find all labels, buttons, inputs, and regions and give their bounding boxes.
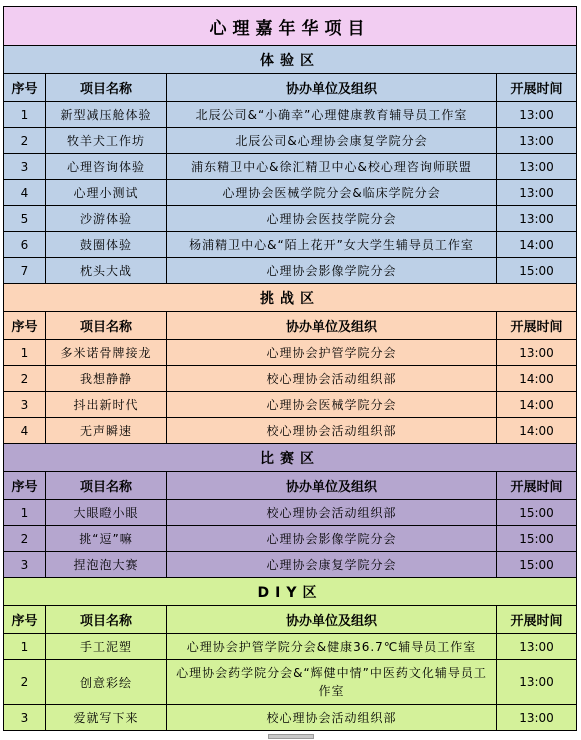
events-table-body [4, 7, 577, 731]
cell-time: 15:00 [497, 526, 577, 552]
cell-name: 抖出新时代 [46, 392, 167, 418]
section-title: 挑战区 [4, 284, 577, 312]
cell-no: 4 [4, 180, 46, 206]
cell-time: 13:00 [497, 128, 577, 154]
header-name: 项目名称 [46, 74, 167, 102]
header-name: 项目名称 [46, 606, 167, 634]
table-row [4, 705, 577, 731]
cell-time: 15:00 [497, 258, 577, 284]
cell-no: 2 [4, 128, 46, 154]
column-header-row [4, 472, 577, 500]
cell-name: 新型减压舱体验 [46, 102, 167, 128]
cell-no: 5 [4, 206, 46, 232]
cell-org: 校心理协会活动组织部 [167, 705, 497, 731]
cell-org: 心理协会康复学院分会 [167, 552, 497, 578]
cell-org: 心理协会影像学院分会 [167, 526, 497, 552]
cell-org: 北辰公司&“小确幸”心理健康教育辅导员工作室 [167, 102, 497, 128]
section-title: 比赛区 [4, 444, 577, 472]
cell-time: 13:00 [497, 206, 577, 232]
cell-name: 心理咨询体验 [46, 154, 167, 180]
column-header-row [4, 606, 577, 634]
cell-name: 无声瞬速 [46, 418, 167, 444]
cell-no: 6 [4, 232, 46, 258]
header-time: 开展时间 [497, 312, 577, 340]
cell-name: 挑“逗”嘛 [46, 526, 167, 552]
cell-name: 我想静静 [46, 366, 167, 392]
table-row [4, 128, 577, 154]
cell-time: 15:00 [497, 500, 577, 526]
header-no: 序号 [4, 312, 46, 340]
header-time: 开展时间 [497, 74, 577, 102]
table-row [4, 340, 577, 366]
cell-org: 北辰公司&心理协会康复学院分会 [167, 128, 497, 154]
cell-time: 14:00 [497, 392, 577, 418]
table-row [4, 660, 577, 705]
cell-no: 3 [4, 705, 46, 731]
table-row [4, 366, 577, 392]
cell-name: 多米诺骨牌接龙 [46, 340, 167, 366]
cell-name: 枕头大战 [46, 258, 167, 284]
header-org: 协办单位及组织 [167, 74, 497, 102]
cell-time: 13:00 [497, 154, 577, 180]
cell-no: 1 [4, 340, 46, 366]
cell-no: 4 [4, 418, 46, 444]
header-org: 协办单位及组织 [167, 606, 497, 634]
cell-no: 2 [4, 366, 46, 392]
table-row [4, 154, 577, 180]
cell-time: 15:00 [497, 552, 577, 578]
cell-time: 13:00 [497, 340, 577, 366]
table-row [4, 180, 577, 206]
cell-name: 爱就写下来 [46, 705, 167, 731]
cell-org: 心理协会护管学院分会 [167, 340, 497, 366]
horizontal-scrollbar-thumb[interactable] [268, 734, 314, 739]
cell-name: 手工泥塑 [46, 634, 167, 660]
cell-time: 13:00 [497, 180, 577, 206]
events-table [3, 6, 577, 731]
header-no: 序号 [4, 472, 46, 500]
table-row [4, 634, 577, 660]
cell-name: 牧羊犬工作坊 [46, 128, 167, 154]
section-row [4, 444, 577, 472]
table-row [4, 526, 577, 552]
cell-no: 1 [4, 500, 46, 526]
cell-org: 校心理协会活动组织部 [167, 500, 497, 526]
cell-time: 13:00 [497, 660, 577, 705]
cell-org: 心理协会医械学院分会 [167, 392, 497, 418]
column-header-row [4, 312, 577, 340]
cell-org: 心理协会影像学院分会 [167, 258, 497, 284]
section-title: DIY区 [4, 578, 577, 606]
cell-name: 大眼瞪小眼 [46, 500, 167, 526]
cell-org: 校心理协会活动组织部 [167, 418, 497, 444]
table-row [4, 232, 577, 258]
cell-org: 校心理协会活动组织部 [167, 366, 497, 392]
cell-no: 2 [4, 526, 46, 552]
header-org: 协办单位及组织 [167, 312, 497, 340]
table-row [4, 392, 577, 418]
table-row [4, 258, 577, 284]
cell-time: 13:00 [497, 634, 577, 660]
header-no: 序号 [4, 606, 46, 634]
table-row [4, 500, 577, 526]
cell-org: 心理协会医技学院分会 [167, 206, 497, 232]
cell-no: 2 [4, 660, 46, 705]
cell-no: 1 [4, 102, 46, 128]
cell-org: 浦东精卫中心&徐汇精卫中心&校心理咨询师联盟 [167, 154, 497, 180]
cell-name: 创意彩绘 [46, 660, 167, 705]
cell-no: 3 [4, 154, 46, 180]
cell-org: 心理协会药学院分会&“辉健中情”中医药文化辅导员工作室 [167, 660, 497, 705]
header-name: 项目名称 [46, 312, 167, 340]
section-row [4, 284, 577, 312]
table-row [4, 102, 577, 128]
cell-time: 14:00 [497, 418, 577, 444]
section-title: 体验区 [4, 46, 577, 74]
table-row [4, 206, 577, 232]
table-row [4, 418, 577, 444]
page-title: 心理嘉年华项目 [4, 7, 577, 46]
title-row [4, 7, 577, 46]
header-time: 开展时间 [497, 606, 577, 634]
cell-time: 13:00 [497, 705, 577, 731]
cell-name: 心理小测试 [46, 180, 167, 206]
cell-no: 1 [4, 634, 46, 660]
table-row [4, 552, 577, 578]
header-time: 开展时间 [497, 472, 577, 500]
cell-name: 捏泡泡大赛 [46, 552, 167, 578]
cell-no: 3 [4, 392, 46, 418]
cell-no: 7 [4, 258, 46, 284]
header-name: 项目名称 [46, 472, 167, 500]
header-org: 协办单位及组织 [167, 472, 497, 500]
section-row [4, 46, 577, 74]
section-row [4, 578, 577, 606]
cell-name: 鼓圈体验 [46, 232, 167, 258]
column-header-row [4, 74, 577, 102]
header-no: 序号 [4, 74, 46, 102]
cell-name: 沙游体验 [46, 206, 167, 232]
cell-time: 13:00 [497, 102, 577, 128]
cell-org: 心理协会护管学院分会&健康36.7℃辅导员工作室 [167, 634, 497, 660]
cell-org: 杨浦精卫中心&“陌上花开”女大学生辅导员工作室 [167, 232, 497, 258]
cell-time: 14:00 [497, 366, 577, 392]
cell-no: 3 [4, 552, 46, 578]
cell-time: 14:00 [497, 232, 577, 258]
cell-org: 心理协会医械学院分会&临床学院分会 [167, 180, 497, 206]
